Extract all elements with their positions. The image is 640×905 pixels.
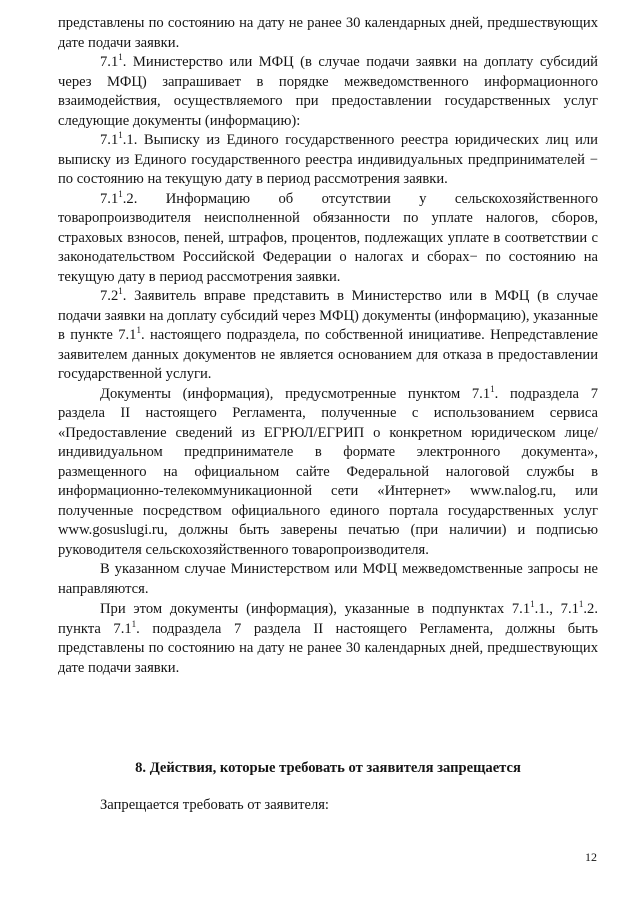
- page-number: 12: [585, 850, 597, 864]
- superscript-index: 1: [490, 383, 495, 394]
- paragraph-text: 7.1: [100, 132, 119, 148]
- paragraph-text: 7.2: [100, 288, 119, 304]
- section-intro-text: Запрещается требовать от заявителя:: [100, 797, 329, 813]
- paragraph-7-1-1-1: [58, 131, 598, 190]
- paragraph-continuation: [58, 14, 598, 53]
- paragraph-text: . Министерство или МФЦ (в случае подачи заявки на доплату субсидий через МФЦ) запрашивает в порядке межведомственного информационного взаимодействия, осуществляемого при предоставлении государственных услуг следующие документы (информацию):: [58, 54, 598, 129]
- paragraph-no-requests: [58, 560, 598, 599]
- paragraph-text: .2. пункта 7.1: [58, 601, 598, 637]
- section-heading: 8. Действия, которые требовать от заявителя запрещается: [135, 760, 521, 776]
- paragraph-text: Документы (информация), предусмотренные пунктом 7.1: [100, 385, 491, 402]
- paragraph-text: .1. Выписку из Единого государственного реестра юридических лиц или выписку из Единого государственного реестра индивидуальных предпринимателей − по состоянию на текущую дату в период рассмотрения заявки.: [58, 132, 598, 187]
- superscript-index: 1: [530, 599, 535, 610]
- paragraph-text: . подраздела 7 раздела II настоящего Регламента, полученные с использованием сервиса «Предоставление сведений из ЕГРЮЛ/ЕГРИП о конкретном юридическом лице/индивидуальном предпринимателе в формате электронного документа», размещенного на официальном сайте Федеральной налоговой службы в информационно-телекоммуникационной сети «Интернет» www.nalog.ru, или полученные посредством официального единого портала государственных услуг www.gosuslugi.ru, должны быть заверены печатью (при наличии) и подписью руководителя сельскохозяйственного товаропроизводителя.: [58, 385, 598, 558]
- paragraph-text: 7.1: [100, 190, 119, 207]
- paragraph-7-1-1-2: [58, 190, 598, 288]
- paragraph-text: .2. Информацию об отсутствии у сельскохозяйственного товаропроизводителя неисполненной обязанности по уплате налогов, сборов, страховых взносов, пеней, штрафов, процентов, подлежащих уплате в соответствии с законодательством Российской Федерации о налогах и сборах− по состоянию на текущую дату в период рассмотрения заявки.: [58, 190, 598, 285]
- paragraph-documents-info: [58, 385, 598, 561]
- paragraph-text: . подраздела 7 раздела II настоящего Регламента, должны быть представлены по состоянию на дату не ранее 30 календарных дней, предшествующих дате подачи заявки.: [58, 620, 598, 676]
- paragraph-text: представлены по состоянию на дату не ранее 30 календарных дней, предшествующих дате подачи заявки.: [58, 15, 598, 51]
- paragraph-text: 7.1: [100, 54, 119, 70]
- paragraph-text: .1., 7.1: [534, 601, 579, 617]
- superscript-index: 1: [578, 599, 584, 610]
- paragraph-date-requirement: [58, 600, 598, 678]
- superscript-index: 1: [136, 325, 141, 336]
- paragraph-text: При этом документы (информация), указанные в подпунктах 7.1: [100, 601, 531, 617]
- superscript-index: 1: [118, 188, 123, 199]
- document-body: [58, 14, 598, 678]
- superscript-index: 1: [118, 52, 123, 63]
- paragraph-text: . настоящего подраздела, по собственной инициативе. Непредставление заявителем данных документов не является основанием для отказа в предоставлении государственной услуги.: [58, 327, 598, 382]
- superscript-index: 1: [118, 286, 123, 297]
- superscript-index: 1: [118, 130, 123, 141]
- paragraph-7-2-1: [58, 287, 598, 385]
- paragraph-7-1-1: [58, 53, 598, 131]
- paragraph-text: В указанном случае Министерством или МФЦ межведомственные запросы не направляются.: [58, 561, 598, 597]
- superscript-index: 1: [131, 618, 137, 629]
- paragraph-text: . Заявитель вправе представить в Министерство или в МФЦ (в случае подачи заявки на доплату субсидий через МФЦ) документы (информацию), указанные в пункте 7.1: [58, 288, 598, 343]
